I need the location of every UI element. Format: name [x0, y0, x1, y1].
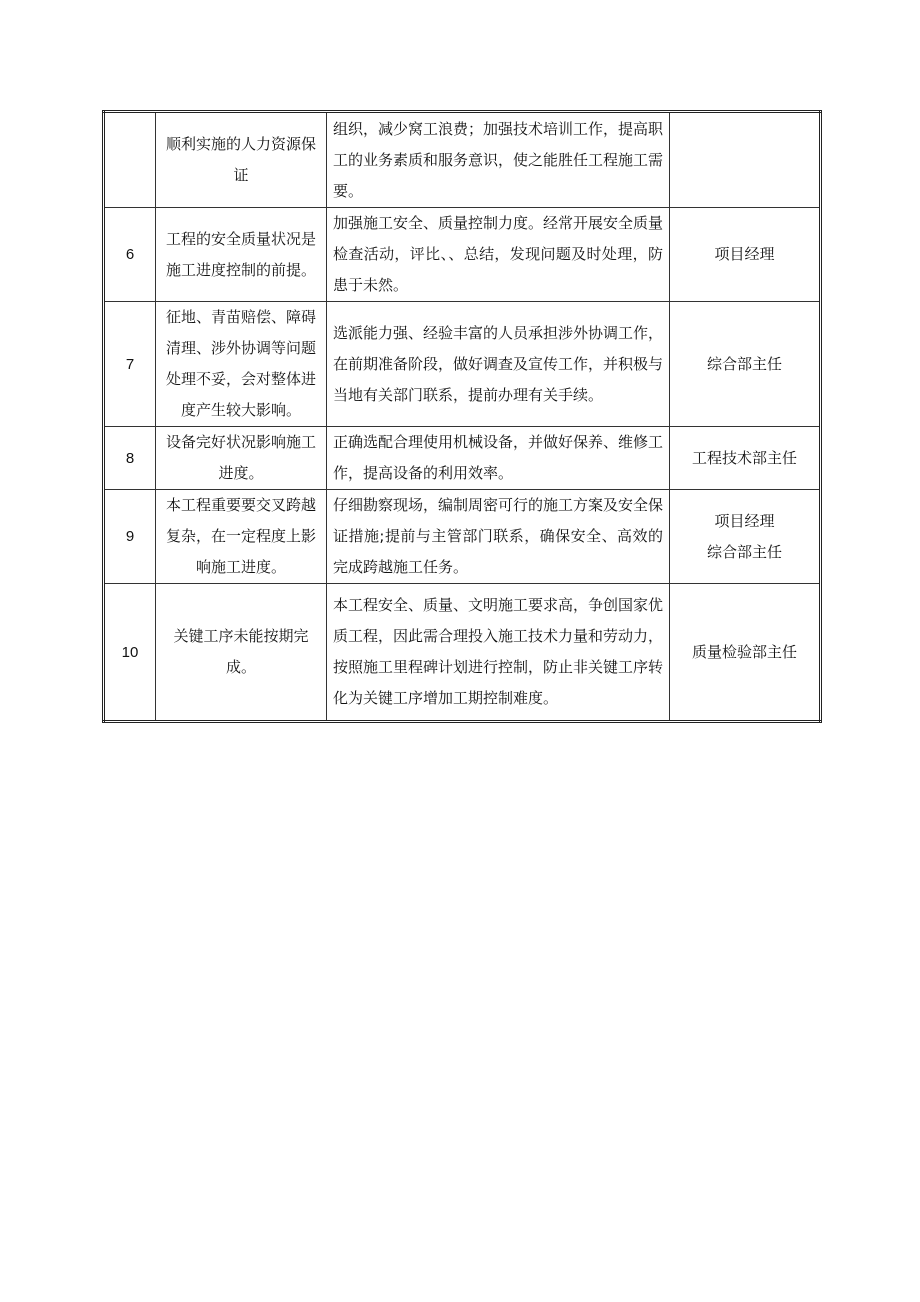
- responsible-person-cell: [670, 208, 821, 302]
- responsible-person-cell: [670, 302, 821, 427]
- responsible-person-cell: [670, 584, 821, 722]
- row-number-cell: 6: [104, 208, 156, 302]
- control-measure-cell: 加强施工安全、质量控制力度。经常开展安全质量检查活动，评比、、总结，发现问题及时处理，防患于未然。: [327, 208, 670, 302]
- risk-factor-cell: 工程的安全质量状况是施工进度控制的前提。: [156, 208, 327, 302]
- risk-factor-cell: 本工程重要要交叉跨越复杂，在一定程度上影响施工进度。: [156, 490, 327, 584]
- control-measure-cell: 仔细勘察现场，编制周密可行的施工方案及安全保证措施;提前与主管部门联系，确保安全、高效的完成跨越施工任务。: [327, 490, 670, 584]
- table-row: [104, 302, 821, 427]
- table-row: [104, 427, 821, 490]
- control-measure-cell: 组织，减少窝工浪费；加强技术培训工作，提高职工的业务素质和服务意识，使之能胜任工程施工需要。: [327, 112, 670, 208]
- row-number-cell: 9: [104, 490, 156, 584]
- responsible-person: 综合部主任: [706, 542, 782, 561]
- row-number-cell: 10: [104, 584, 156, 722]
- responsible-person: 质量检验部主任: [691, 642, 797, 661]
- table-row: [104, 208, 821, 302]
- risk-factor-cell: 设备完好状况影响施工进度。: [156, 427, 327, 490]
- responsible-person: 项目经理: [714, 511, 775, 530]
- row-number-cell: 8: [104, 427, 156, 490]
- control-measure-cell: 本工程安全、质量、文明施工要求高，争创国家优质工程，因此需合理投入施工技术力量和劳动力，按照施工里程碑计划进行控制，防止非关键工序转化为关键工序增加工期控制难度。: [327, 584, 670, 722]
- risk-factor-cell: 征地、青苗赔偿、障碍清理、涉外协调等问题处理不妥，会对整体进度产生较大影响。: [156, 302, 327, 427]
- responsible-person: 综合部主任: [706, 354, 782, 373]
- table-row: [104, 490, 821, 584]
- responsible-person-cell: [670, 112, 821, 208]
- risk-factor-cell: 关键工序未能按期完成。: [156, 584, 327, 722]
- responsible-person-cell: [670, 427, 821, 490]
- row-number-cell: 7: [104, 302, 156, 427]
- risk-factor-cell: 顺利实施的人力资源保证: [156, 112, 327, 208]
- responsible-person-cell: [670, 490, 821, 584]
- table-row: [104, 112, 821, 208]
- table-row: [104, 584, 821, 722]
- progress-risk-table: [102, 110, 822, 723]
- responsible-person: 工程技术部主任: [691, 448, 797, 467]
- control-measure-cell: 正确选配合理使用机械设备，并做好保养、维修工作，提高设备的利用效率。: [327, 427, 670, 490]
- responsible-person: 项目经理: [714, 245, 775, 263]
- control-measure-cell: 选派能力强、经验丰富的人员承担涉外协调工作，在前期准备阶段，做好调查及宣传工作，并积极与当地有关部门联系，提前办理有关手续。: [327, 302, 670, 427]
- row-number-cell: [104, 112, 156, 208]
